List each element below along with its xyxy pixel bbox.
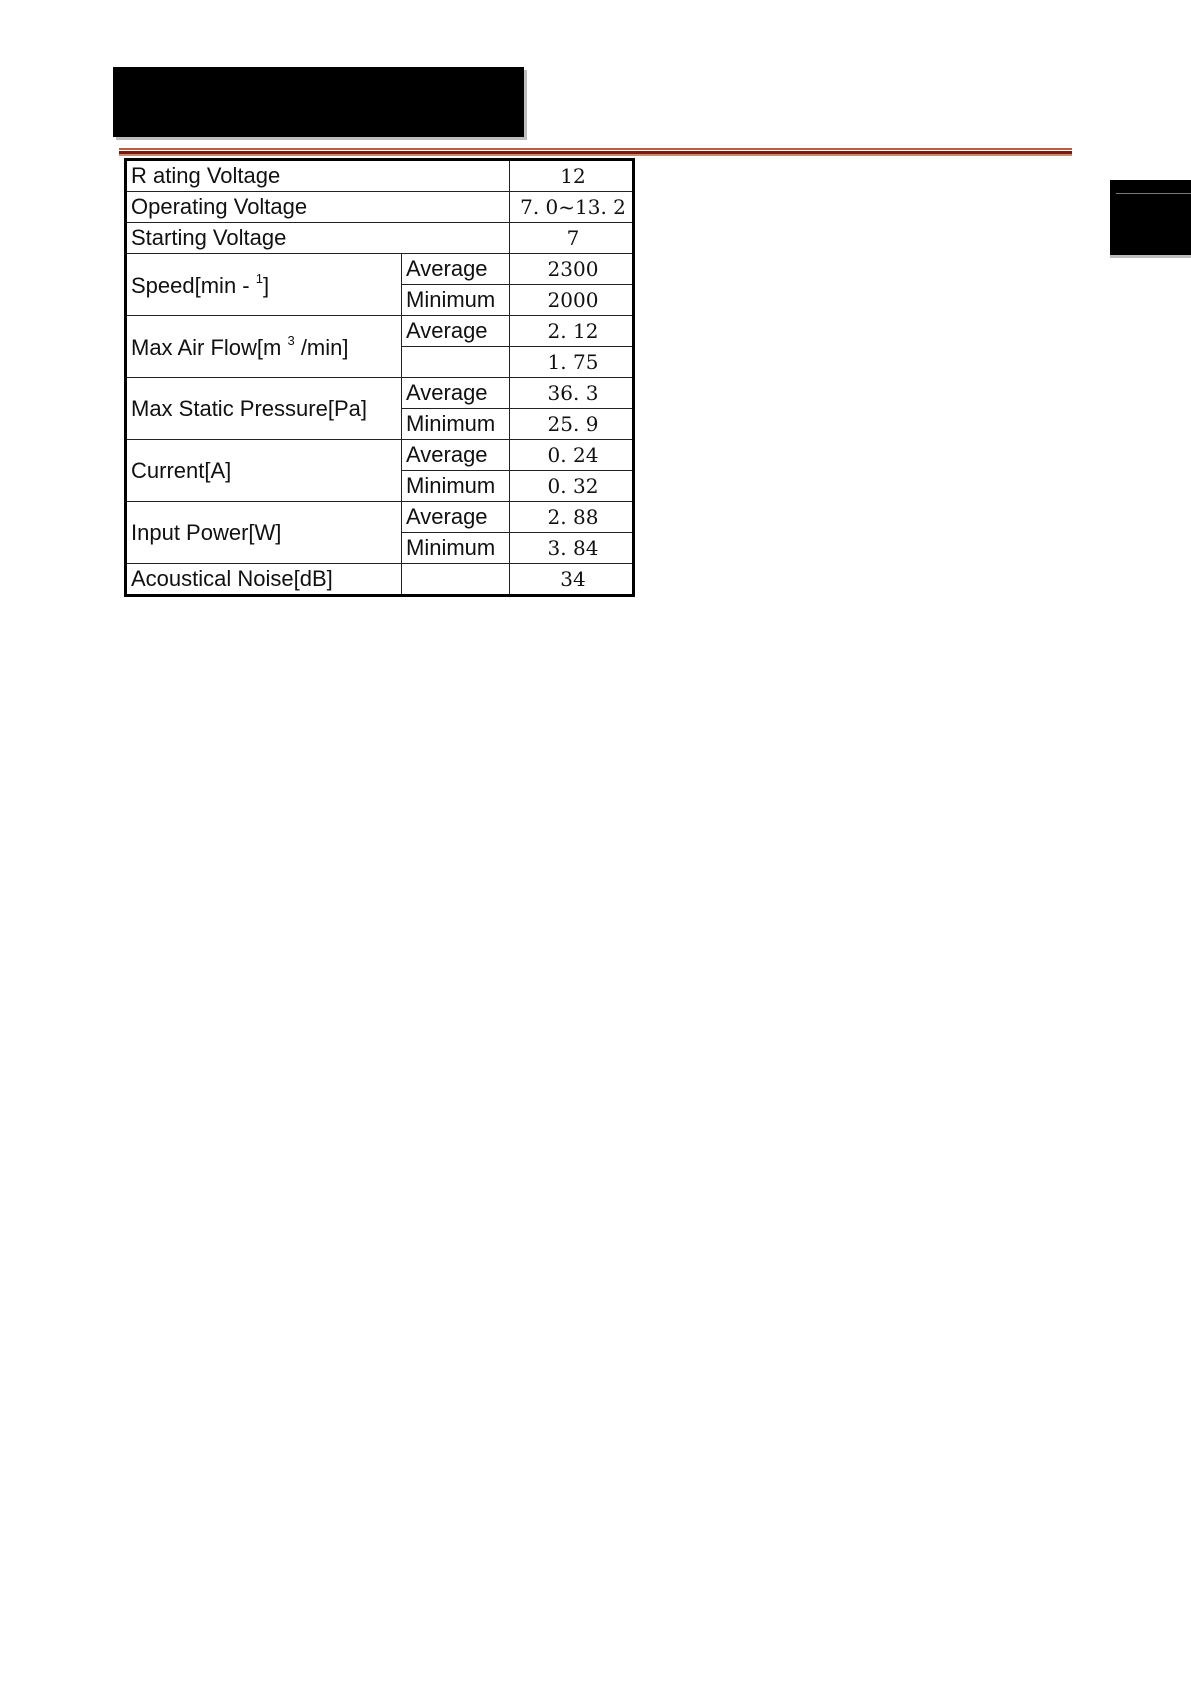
row-label [126, 254, 402, 316]
row-value: 12 [510, 160, 634, 192]
row-value: 3. 84 [510, 533, 634, 564]
row-sublabel: Minimum [402, 471, 510, 502]
side-tab [1110, 180, 1191, 255]
table-row [126, 192, 634, 223]
speed-label-end: ] [262, 273, 270, 298]
row-sublabel: Average [402, 316, 510, 347]
row-value: 2000 [510, 285, 634, 316]
row-sublabel [402, 564, 510, 596]
row-sublabel: Average [402, 254, 510, 285]
air-flow-label-base: Max Air Flow[m [131, 335, 288, 360]
row-label: Acoustical Noise[dB] [126, 564, 402, 596]
row-sublabel: Minimum [402, 409, 510, 440]
row-label [126, 316, 402, 378]
table-row [126, 316, 634, 347]
row-value: 25. 9 [510, 409, 634, 440]
row-value: 1. 75 [510, 347, 634, 378]
row-sublabel: Minimum [402, 285, 510, 316]
row-value: 36. 3 [510, 378, 634, 409]
row-label: Max Static Pressure[Pa] [126, 378, 402, 440]
table-row [126, 564, 634, 596]
row-value: 34 [510, 564, 634, 596]
table-row [126, 223, 634, 254]
side-tab-line [1116, 193, 1191, 194]
speed-label-sup: 1 [255, 271, 263, 286]
spec-table [124, 158, 635, 597]
row-label: Operating Voltage [126, 192, 510, 223]
air-flow-label-sup: 3 [287, 333, 295, 348]
header-title-block [113, 67, 524, 137]
table-row [126, 160, 634, 192]
row-value: 7. 0~13. 2 [510, 192, 634, 223]
row-value: 2300 [510, 254, 634, 285]
row-sublabel: Minimum [402, 533, 510, 564]
row-sublabel: Average [402, 440, 510, 471]
row-label: Current[A] [126, 440, 402, 502]
row-value: 0. 32 [510, 471, 634, 502]
row-value: 7 [510, 223, 634, 254]
speed-label-base: Speed[min - [131, 273, 256, 298]
row-value: 2. 12 [510, 316, 634, 347]
table-row [126, 502, 634, 533]
table-row [126, 440, 634, 471]
row-label: R ating Voltage [126, 160, 510, 192]
table-row [126, 378, 634, 409]
row-sublabel: Average [402, 502, 510, 533]
header-rule [119, 148, 1072, 156]
row-value: 0. 24 [510, 440, 634, 471]
air-flow-label-end: /min] [294, 335, 349, 360]
row-sublabel: Average [402, 378, 510, 409]
row-label: Input Power[W] [126, 502, 402, 564]
row-value: 2. 88 [510, 502, 634, 533]
row-sublabel [402, 347, 510, 378]
table-row [126, 254, 634, 285]
row-label: Starting Voltage [126, 223, 510, 254]
